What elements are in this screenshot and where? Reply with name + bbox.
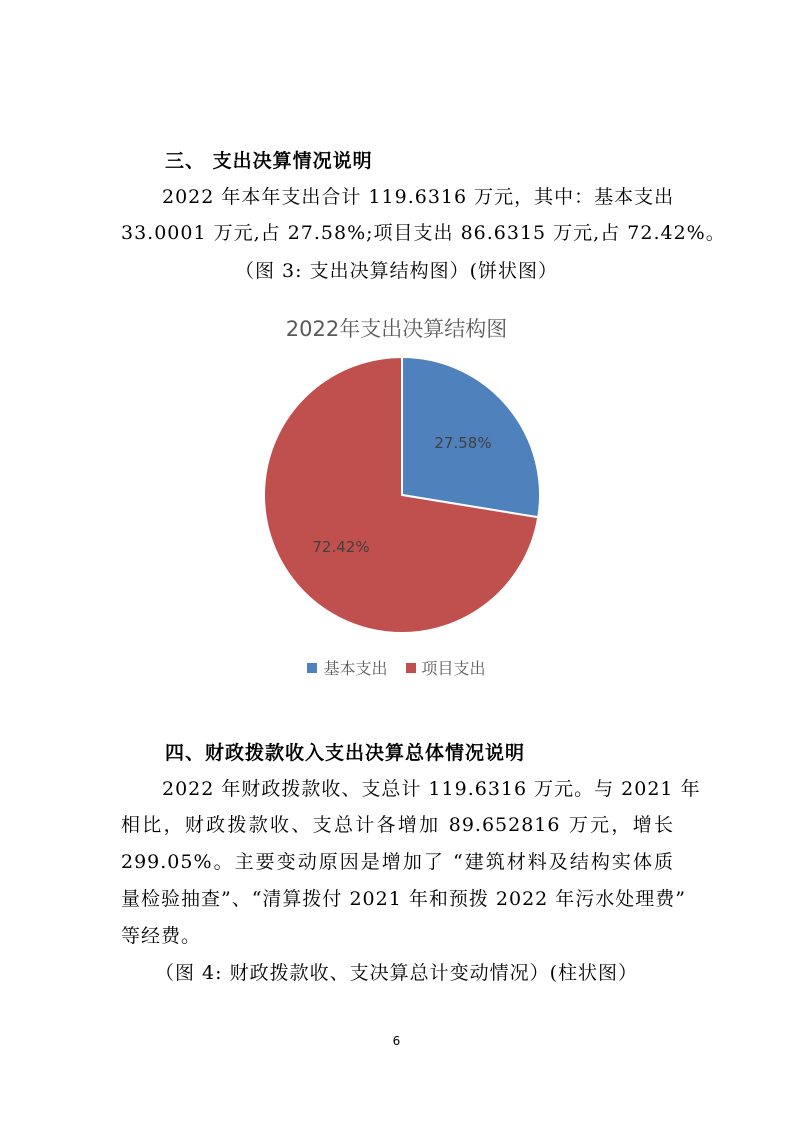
legend-label: 基本支出 <box>323 659 388 678</box>
section-3-heading: 三、 支出决算情况说明 <box>165 150 373 172</box>
figure-3-caption: （图 3: 支出决算结构图）(饼状图） <box>235 260 558 282</box>
pie-label-project-expenditure: 72.42% <box>312 537 370 556</box>
legend-swatch <box>307 663 317 673</box>
section-4-paragraph-line: 相比，财政拨款收、支总计各增加 89.652816 万元，增长 <box>121 814 674 836</box>
figure-4-caption: （图 4: 财政拨款收、支决算总计变动情况）(柱状图） <box>155 962 638 984</box>
section-3-paragraph-line: 33.0001 万元,占 27.58%;项目支出 86.6315 万元,占 72.42%。 <box>121 222 726 244</box>
chart-legend <box>0 656 793 679</box>
legend-label: 项目支出 <box>421 659 486 678</box>
section-4-paragraph-line: 等经费。 <box>121 925 202 947</box>
pie-label-basic-expenditure: 27.58% <box>434 434 492 453</box>
section-4-paragraph-line: 量检验抽查”、“清算拨付 2021 年和预拨 2022 年污水处理费” <box>121 888 687 910</box>
section-4-heading: 四、财政拨款收入支出决算总体情况说明 <box>165 742 526 764</box>
chart-title: 2022年支出决算结构图 <box>285 317 508 341</box>
section-3-paragraph-line: 2022 年本年支出合计 119.6316 万元，其中：基本支出 <box>162 186 675 208</box>
legend-swatch <box>406 663 416 673</box>
section-4-paragraph-line: 2022 年财政拨款收、支总计 119.6316 万元。与 2021 年 <box>162 778 701 800</box>
section-4-paragraph-line: 299.05%。主要变动原因是增加了 “建筑材料及结构实体质 <box>121 851 674 873</box>
legend-item-project <box>406 656 486 679</box>
legend-item-basic <box>307 656 387 679</box>
page-number: 6 <box>392 1034 401 1048</box>
